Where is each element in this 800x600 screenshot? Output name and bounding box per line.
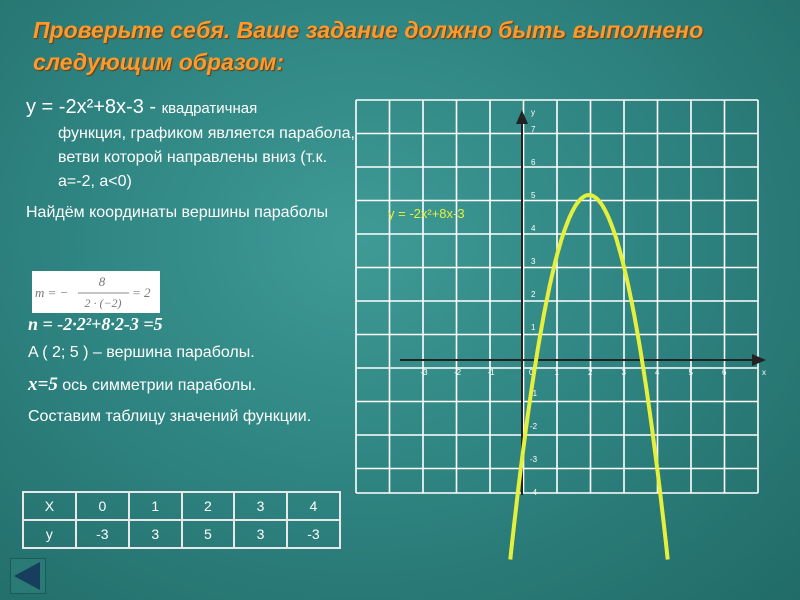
grid [356,100,758,493]
table-cell: 3 [234,492,287,520]
equation-main: y = -2x²+8x-3 - [26,96,162,118]
formula-result: = 2 [132,285,151,300]
table-cell: -3 [287,520,340,548]
n-value: n = -2·2²+8·2-3 =5 [28,314,163,334]
y-tick-label: 5 [531,191,536,200]
table-cell: 1 [129,492,182,520]
x-tick-label: 3 [621,368,626,377]
table-cell: -3 [76,520,129,548]
x-tick-label: 5 [688,368,693,377]
y-tick-label: 6 [531,158,536,167]
y-tick-label: -1 [530,389,538,398]
table-cell: 0 [76,492,129,520]
y-tick-label: 4 [531,224,536,233]
table-cell: 4 [287,492,340,520]
axis-value: x=5 [28,374,58,395]
curve-label: y = -2x²+8x-3 [388,206,465,221]
y-tick-label: -3 [530,455,538,464]
table-cell: 3 [129,520,182,548]
parabola-curve [510,195,667,560]
y-tick-label: 2 [531,290,536,299]
x-tick-label: 6 [722,368,727,377]
y-tick-label: -2 [530,422,538,431]
y-tick-label: 3 [531,257,536,266]
x-tick-label: -3 [420,368,428,377]
x-axis-label: x [762,368,766,377]
x-tick-label: 0 [529,368,534,377]
x-tick-label: -2 [454,368,462,377]
formula-m: m = − [35,285,69,300]
y-axis-arrow [516,110,528,124]
vertex-result: A ( 2; 5 ) – вершина параболы. [28,344,255,361]
x-tick-label: 2 [588,368,593,377]
x-axis-arrow [752,354,766,366]
slide-title: Проверьте себя. Ваше задание должно быть выполнено следующим образом: [33,17,704,75]
function-description: функция, графиком является парабола, ветви которой направлены вниз (т.к. a=-2, a<0) [58,125,355,190]
formula-denominator: 2 · (−2) [84,296,122,310]
table-cell: 5 [182,520,235,548]
equation-desc-start: квадратичная [161,100,258,117]
y-tick-label: 1 [531,323,536,332]
formula-numerator: 8 [98,274,106,289]
y-axis-label: y [531,108,535,117]
table-intro: Составим таблицу значений функции. [28,408,312,425]
axis-text: ось симметрии параболы. [57,377,257,394]
y-tick-label: -4 [530,488,538,497]
table-cell: y [23,520,76,548]
y-tick-label: 7 [531,125,536,134]
table-cell: 3 [234,520,287,548]
x-tick-label: 1 [554,368,559,377]
x-tick-label: -1 [487,368,495,377]
table-cell: 2 [182,492,235,520]
table-cell: X [23,492,76,520]
x-tick-label: 4 [655,368,660,377]
vertex-task-text: Найдём координаты вершины параболы [26,204,329,221]
